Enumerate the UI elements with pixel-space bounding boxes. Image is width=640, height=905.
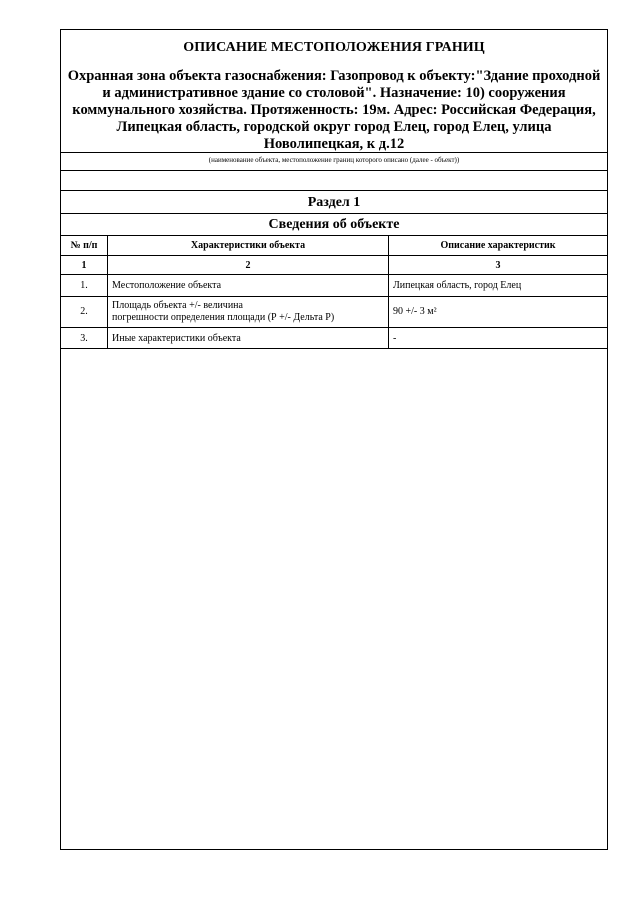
document-title: ОПИСАНИЕ МЕСТОПОЛОЖЕНИЯ ГРАНИЦ [183,40,485,55]
table-row [61,328,607,349]
row-characteristic-line: погрешности определения площади (Р +/- Дельта Р) [112,312,335,323]
header-number: № п/п [61,236,108,256]
column-number: 2 [108,256,389,275]
document-frame [60,29,608,850]
object-description: Охранная зона объекта газоснабжения: Газопровод к объекту:"Здание проходной и административное здание со столовой". Назначение: 10) сооружения коммунального хозяйства. Протяженность: 19м. Адрес: Российская Федерация, Липецкая область, городской округ город Елец, город Елец, улица Новолипецкая, к д.12 [67,68,601,152]
subsection-title: Сведения об объекте [61,214,607,236]
spacer-row [61,171,607,191]
column-number: 3 [389,256,608,275]
row-characteristic: Местоположение объекта [108,275,389,297]
table-row [61,297,607,328]
header-description: Описание характеристик [389,236,608,256]
row-characteristic-line: Площадь объекта +/- величина [112,300,243,311]
row-number: 3. [61,328,108,349]
column-number: 1 [61,256,108,275]
object-caption: (наименование объекта, местоположение границ которого описано (далее - объект)) [61,153,607,171]
header-characteristic: Характеристики объекта [108,236,389,256]
document-header [61,30,607,153]
row-description: Липецкая область, город Елец [389,275,608,297]
table-row [61,275,607,297]
row-description: - [389,328,608,349]
row-characteristic [108,297,389,328]
table-header-row [61,236,607,256]
row-number: 2. [61,297,108,328]
row-number: 1. [61,275,108,297]
section-title: Раздел 1 [61,191,607,214]
column-number-row [61,256,607,275]
row-description: 90 +/- 3 м² [389,297,608,328]
row-characteristic: Иные характеристики объекта [108,328,389,349]
object-info-table [61,236,607,349]
